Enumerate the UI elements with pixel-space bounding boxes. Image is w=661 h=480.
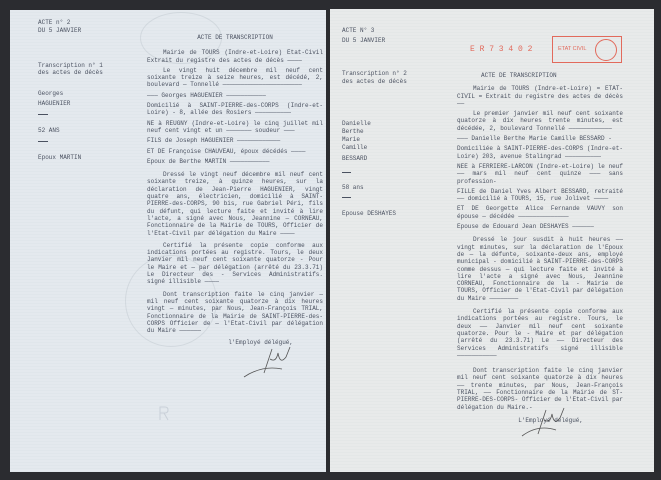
left-page: [10, 10, 326, 472]
act-title: ACTE DE TRANSCRIPTION: [197, 34, 273, 41]
transcription-label: Transcription n° 2: [342, 70, 407, 77]
margin-name: Danielle: [342, 120, 371, 127]
act-body: [147, 34, 323, 347]
signoff: L'Employé délégué,: [518, 416, 583, 424]
paragraph: ET DE Georgette Alice Fernande VAUVY son épouse — décédée ——————————————: [457, 205, 623, 220]
margin-name: Marie: [342, 136, 361, 143]
paragraph: Le vingt huit décembre mil neuf cent soixante treize à seize heures, est décédé, 2, boulevard — Tonnellé ——————————————————————: [147, 66, 323, 89]
margin-name: Berthe: [342, 128, 364, 135]
paragraph: Domicilié à SAINT-PIERRE-des-CORPS (Indre-et-Loire) - 8, allée des Rosiers ——————————: [147, 102, 323, 117]
paragraph: Le premier janvier mil neuf cent soixante quatorze à dix heures trente minutes, est décédée, 2, boulevard Tonnellé ————————————: [457, 110, 623, 132]
margin-name: HAGUENIER: [38, 100, 71, 107]
paragraph: Mairie de TOURS (Indre-et-Loire) Etat-Civil Extrait du registre des actes de décès ————: [147, 49, 323, 64]
acte-date: DU 5 JANVIER: [38, 27, 82, 34]
paragraph: Certifié la présente copie conforme aux indications portées au registre. Tours, le deux —— Janvier mil neuf cent soixante quatorze. Pour le - Maire et par délégation (arrêté du 23.3.71) Le —— Directeur des Services Administratifs signé illisible ———————————: [457, 308, 623, 359]
registration-number: E R 7 3 4 0 2: [470, 45, 533, 54]
transcription-label: Transcription n° 1: [38, 62, 103, 69]
paragraph: Dont transcription faite le cinq janvier — mil neuf cent soixante quatorze à dix heures vingt — minutes, par Nous, Jean-François TRIAL, Fonctionnaire de la Mairie de SAINT-PIERRE-des-CORPS Officier de — l'Etat-Civil par délégation du Maire ——————: [147, 290, 323, 335]
paragraph: NE à REUGNY (Indre-et-Loire) le cinq juillet mil neuf cent vingt et un ——————— soudeur ———: [147, 119, 323, 134]
paragraph: FILLE de Daniel Yves Albert BESSARD, retraité —— domicilié à TOURS, 15, rue Jolivet ————: [457, 187, 623, 203]
divider: [38, 141, 48, 142]
act-title: ACTE DE TRANSCRIPTION: [481, 72, 557, 79]
transcription-label: des actes de décès: [38, 69, 103, 76]
margin-name: Georges: [38, 90, 64, 97]
paragraph: NEE à FERRIERE-LARCON (Indre-et-Loire) le neuf —— mars mil neuf cent quinze ——— sans profession-: [457, 162, 623, 185]
margin-age: 52 ANS: [38, 127, 60, 134]
paragraph: Dressé le jour susdit à huit heures —— vingt minutes, sur la déclaration de l'Epoux de — la défunte, soixante-deux ans, employé municipal - domicilié à SAINT-PIERRE-des-CORPS comme dessus — qui lecture faite et invité à lire l'acte a signé avec Nous, Jeannine CORNEAU, Fonctionnaire de la - Mairie de TOURS, Officier de l'Etat-Civil par délégation du Maire ————————: [457, 236, 623, 302]
divider: [342, 172, 351, 173]
divider: [342, 197, 351, 198]
paragraph: Dont transcription faite le cinq janvier mil neuf cent soixante quatorze à dix heures —— trente minutes, par Nous, Jean-François TRIAL, —— Fonctionnaire de la Mairie de ST-PIERRE-DES-CORPS- Officier de l'Etat-Civil par délégation du Maire.-: [457, 367, 623, 411]
margin-spouse: Epouse DESHAYES: [342, 210, 397, 217]
paragraph: Certifié la présente copie conforme aux indications portées au registre. Tours, le deux Janvier mil neuf cent soixante quatorze - Pour le Maire et — par délégation (arrêté du 23.3.71) Le Directeur des - Services Administratifs. signé illisible ————: [147, 241, 323, 286]
divider: [38, 114, 48, 115]
paragraph: Mairie de TOURS (Indre-et-Loire) = ETAT-CIVIL = Extrait du registre des actes de décès ——: [457, 85, 623, 107]
margin-name: Camille: [342, 144, 368, 151]
marianne-seal-icon: [595, 39, 617, 61]
margin-spouse: Epoux MARTIN: [38, 154, 82, 161]
paragraph: Domiciliée à SAINT-PIERRE-des-CORPS (Indre-et-Loire) 203, avenue Stalingrad ——————————: [457, 145, 623, 160]
paragraph: Epouse de Edouard Jean DESHAYES ——————: [457, 223, 594, 231]
transcription-label: des actes de décès: [342, 78, 407, 85]
paragraph: ET DE Françoise CHAUVEAU, époux décédés ————: [147, 147, 306, 155]
paragraph: FILS de Joseph HAGUENIER ————————————: [147, 137, 281, 145]
paragraph: Dressé le vingt neuf décembre mil neuf cent soixante treize, à quinze heures, sur la déclaration de Jean-Pierre HAGUENIER, vingt quatre ans, électricien, domicilié à SAINT-PIERRE-des-CORPS, 90 bis, rue Gabriel Péri, fils du défunt, qui lecture faite et invité à lire l'acte, a signé avec Nous, Jeannine — CORNEAU, Fonctionnaire de la Mairie de TOURS, Officier de l'Etat-Civil par délégation du Maire ————: [147, 171, 323, 237]
signature: [520, 404, 570, 439]
right-page: [330, 9, 654, 472]
acte-date: DU 5 JANVIER: [342, 37, 386, 44]
acte-number: ACTE N° 3: [342, 27, 375, 34]
margin-age: 58 ans: [342, 184, 364, 191]
signature: [242, 345, 302, 380]
stamp-text: ETAT CIVIL: [558, 46, 587, 52]
signoff: l'Employé délégué,: [228, 339, 293, 347]
act-body: [457, 72, 623, 424]
acte-number: ACTE n° 2: [38, 19, 71, 26]
paragraph: ——— Danielle Berthe Marie Camille BESSARD -: [457, 135, 612, 143]
watermark-letter-icon: [158, 405, 170, 421]
paragraph: Epoux de Berthe MARTIN ———————————: [147, 157, 270, 165]
paragraph: ——— Georges HAGUENIER ———————————: [147, 91, 266, 99]
etat-civil-stamp: [552, 36, 622, 63]
margin-name: BESSARD: [342, 155, 368, 162]
